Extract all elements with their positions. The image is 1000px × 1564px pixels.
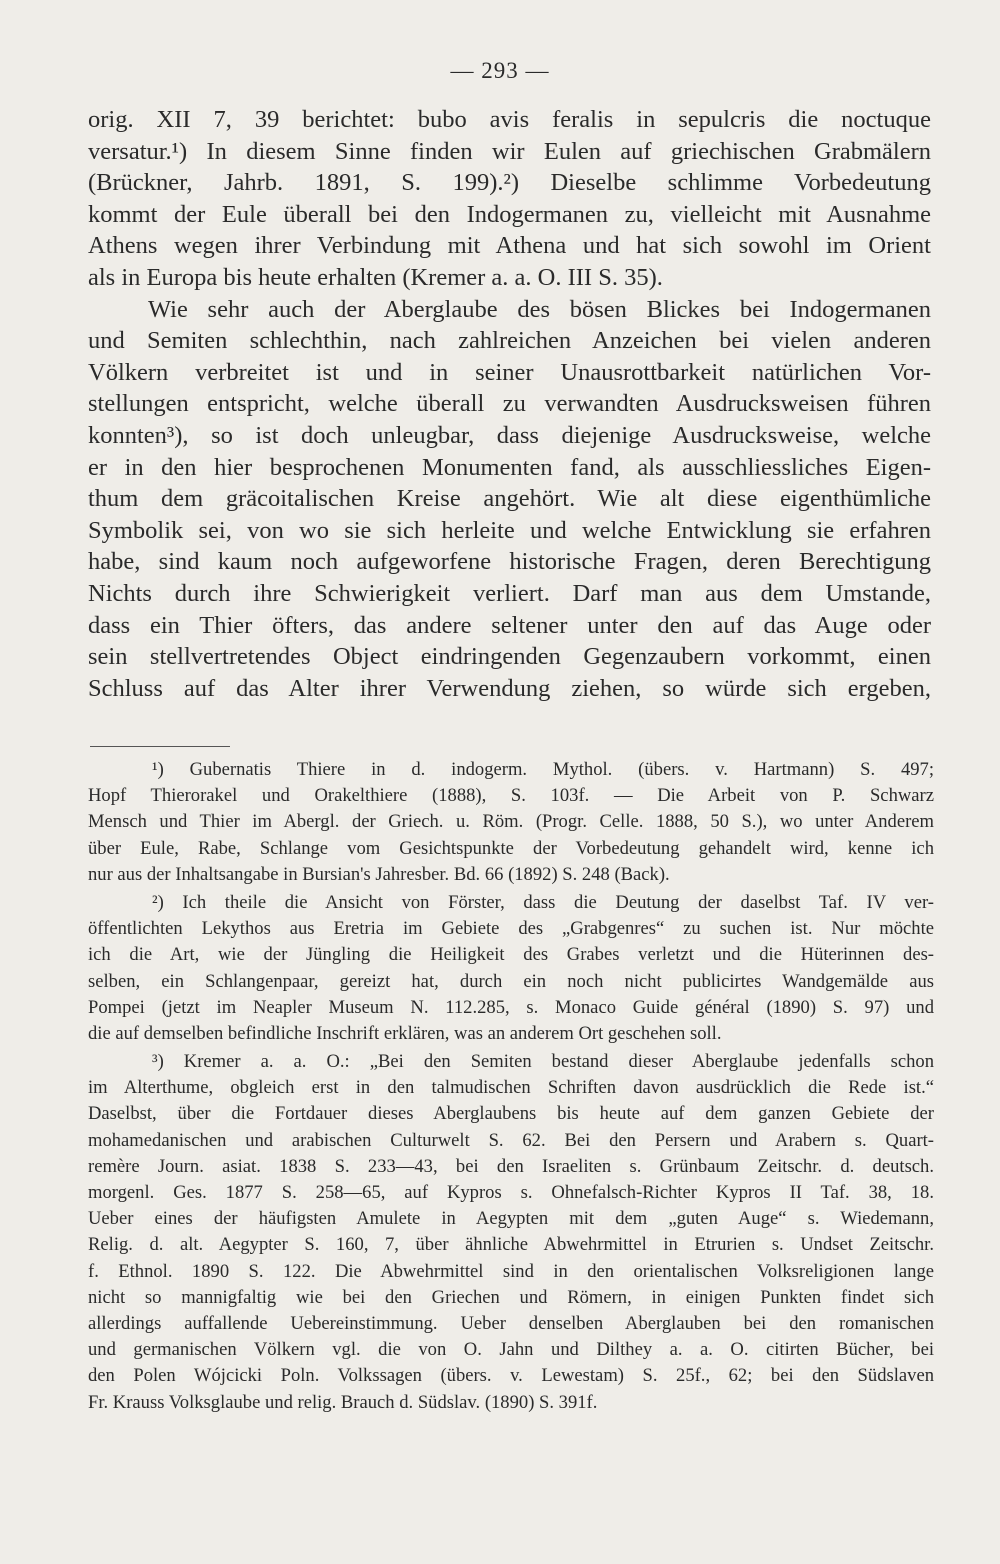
main-text (88, 104, 931, 704)
footnotes (88, 757, 934, 1416)
footnote-line: allerdings auffallende Uebereinstimmung. Ueber denselben Aberglauben bei den romanischen (88, 1312, 934, 1334)
footnote-1 (88, 757, 934, 888)
page-number: — 293 — (450, 58, 550, 83)
footnote-line: Daselbst, über die Fortdauer dieses Aberglaubens bis heute auf dem ganzen Gebiete der (88, 1103, 934, 1125)
footnote-line: f. Ethnol. 1890 S. 122. Die Abwehrmittel sind in den orientalischen Volksreligionen lange (88, 1260, 934, 1282)
footnote-line: nicht so mannigfaltig wie bei den Griechen und Römern, in einigen Punkten findet sich (88, 1286, 934, 1308)
footnote-line: die auf demselben befindliche Inschrift erklären, was an anderem Ort geschehen soll. (88, 1022, 722, 1044)
footnote-line: Fr. Krauss Volksglaube und relig. Brauch d. Südslav. (1890) S. 391f. (88, 1391, 598, 1413)
footnote-line: ¹) Gubernatis Thiere in d. indogerm. Mythol. (übers. v. Hartmann) S. 497; (152, 759, 934, 780)
footnote-line: morgenl. Ges. 1877 S. 258—65, auf Kypros s. Ohnefalsch-Richter Kypros II Taf. 38, 18. (88, 1182, 934, 1203)
text-line: habe, sind kaum noch aufgeworfene historische Fragen, deren Berechtigung (88, 548, 931, 576)
text-line: (Brückner, Jahrb. 1891, S. 199).²) Dieselbe schlimme Vorbedeutung (88, 169, 931, 197)
text-line: dass ein Thier öfters, das andere seltener unter den auf das Auge oder (88, 611, 931, 639)
text-line: Athens wegen ihrer Verbindung mit Athena und hat sich sowohl im Orient (88, 232, 931, 260)
text-line: und Semiten schlechthin, nach zahlreichen Anzeichen bei vielen anderen (88, 327, 931, 355)
footnote-line: mohamedanischen und arabischen Culturwelt S. 62. Bei den Persern und Arabern s. Quart- (88, 1129, 934, 1151)
text-line: er in den hier besprochenen Monumenten fand, als ausschliessliches Eigen- (88, 453, 931, 481)
footnote-line: selben, ein Schlangenpaar, gereizt hat, durch ein noch nicht publicirtes Wandgemälde aus (88, 970, 934, 992)
footnote-line: ²) Ich theile die Ansicht von Förster, dass die Deutung der daselbst Taf. IV ver- (152, 891, 934, 913)
footnote-line: Ueber eines der häufigsten Amulete in Aegypten mit dem „guten Auge“ s. Wiedemann, (88, 1208, 934, 1230)
text-line: als in Europa bis heute erhalten (Kremer a. a. O. III S. 35). (88, 263, 663, 291)
footnote-line: ³) Kremer a. a. O.: „Bei den Semiten bestand dieser Aberglaube jedenfalls schon (152, 1051, 934, 1073)
text-line: versatur.¹) In diesem Sinne finden wir Eulen auf griechischen Grabmälern (88, 137, 931, 165)
footnote-line: nur aus der Inhaltsangabe in Bursian's Jahresber. Bd. 66 (1892) S. 248 (Back). (88, 863, 670, 885)
footnote-line: Relig. d. alt. Aegypter S. 160, 7, über ähnliche Abwehrmittel in Etrurien s. Undset Zeitschr. (88, 1234, 934, 1256)
text-line: orig. XII 7, 39 berichtet: bubo avis feralis in sepulcris die noctuque (88, 106, 931, 133)
text-line: Schluss auf das Alter ihrer Verwendung ziehen, so würde sich ergeben, (88, 674, 931, 702)
footnote-2 (88, 890, 934, 1047)
footnote-line: Mensch und Thier im Abergl. der Griech. u. Röm. (Progr. Celle. 1888, 50 S.), wo unter Anderem (88, 811, 934, 833)
text-line: konnten³), so ist doch unleugbar, dass diejenige Ausdrucksweise, welche (88, 421, 931, 449)
footnote-line: Pompei (jetzt im Neapler Museum N. 112.285, s. Monaco Guide général (1890) S. 97) und (88, 996, 934, 1018)
footnote-line: Hopf Thierorakel und Orakelthiere (1888), S. 103f. — Die Arbeit von P. Schwarz (88, 785, 934, 807)
footnote-line: öffentlichten Lekythos aus Eretria im Gebiete des „Grabgenres“ zu suchen ist. Nur möchte (88, 918, 934, 940)
footnote-line: ich die Art, wie der Jüngling die Heiligkeit des Grabes verletzt und die Hüterinnen des- (88, 944, 934, 966)
footnote-line: über Eule, Rabe, Schlange vom Gesichtspunkte der Vorbedeutung gehandelt wird, kenne ich (88, 837, 934, 859)
text-line: thum dem gräcoitalischen Kreise angehört. Wie alt diese eigenthümliche (88, 485, 931, 513)
text-line: Völkern verbreitet ist und in seiner Unausrottbarkeit natürlichen Vor- (88, 358, 931, 386)
footnote-line: den Polen Wójcicki Poln. Volkssagen (übers. v. Lewestam) S. 25f., 62; bei den Südslaven (88, 1365, 934, 1387)
text-line: Nichts durch ihre Schwierigkeit verliert. Darf man aus dem Umstande, (88, 579, 931, 607)
text-line: kommt der Eule überall bei den Indogermanen zu, vielleicht mit Ausnahme (88, 200, 931, 228)
footnote-separator (90, 746, 230, 747)
footnote-line: und germanischen Völkern vgl. die von O. Jahn und Dilthey a. a. O. citirten Bücher, bei (88, 1339, 934, 1361)
footnote-3 (88, 1049, 934, 1416)
text-line: stellungen entspricht, welche überall zu verwandten Ausdrucksweisen führen (88, 390, 931, 418)
text-line: Wie sehr auch der Aberglaube des bösen Blickes bei Indogermanen (148, 295, 931, 323)
text-line: sein stellvertretendes Object eindringenden Gegenzaubern vorkommt, einen (88, 643, 931, 671)
footnote-line: im Alterthume, obgleich erst in den talmudischen Schriften davon ausdrücklich die Rede ist.“ (88, 1077, 934, 1099)
text-line: Symbolik sei, von wo sie sich herleite und welche Entwicklung sie erfahren (88, 516, 931, 544)
footnote-line: remère Journ. asiat. 1838 S. 233—43, bei den Israeliten s. Grünbaum Zeitschr. d. deutsch. (88, 1155, 934, 1177)
